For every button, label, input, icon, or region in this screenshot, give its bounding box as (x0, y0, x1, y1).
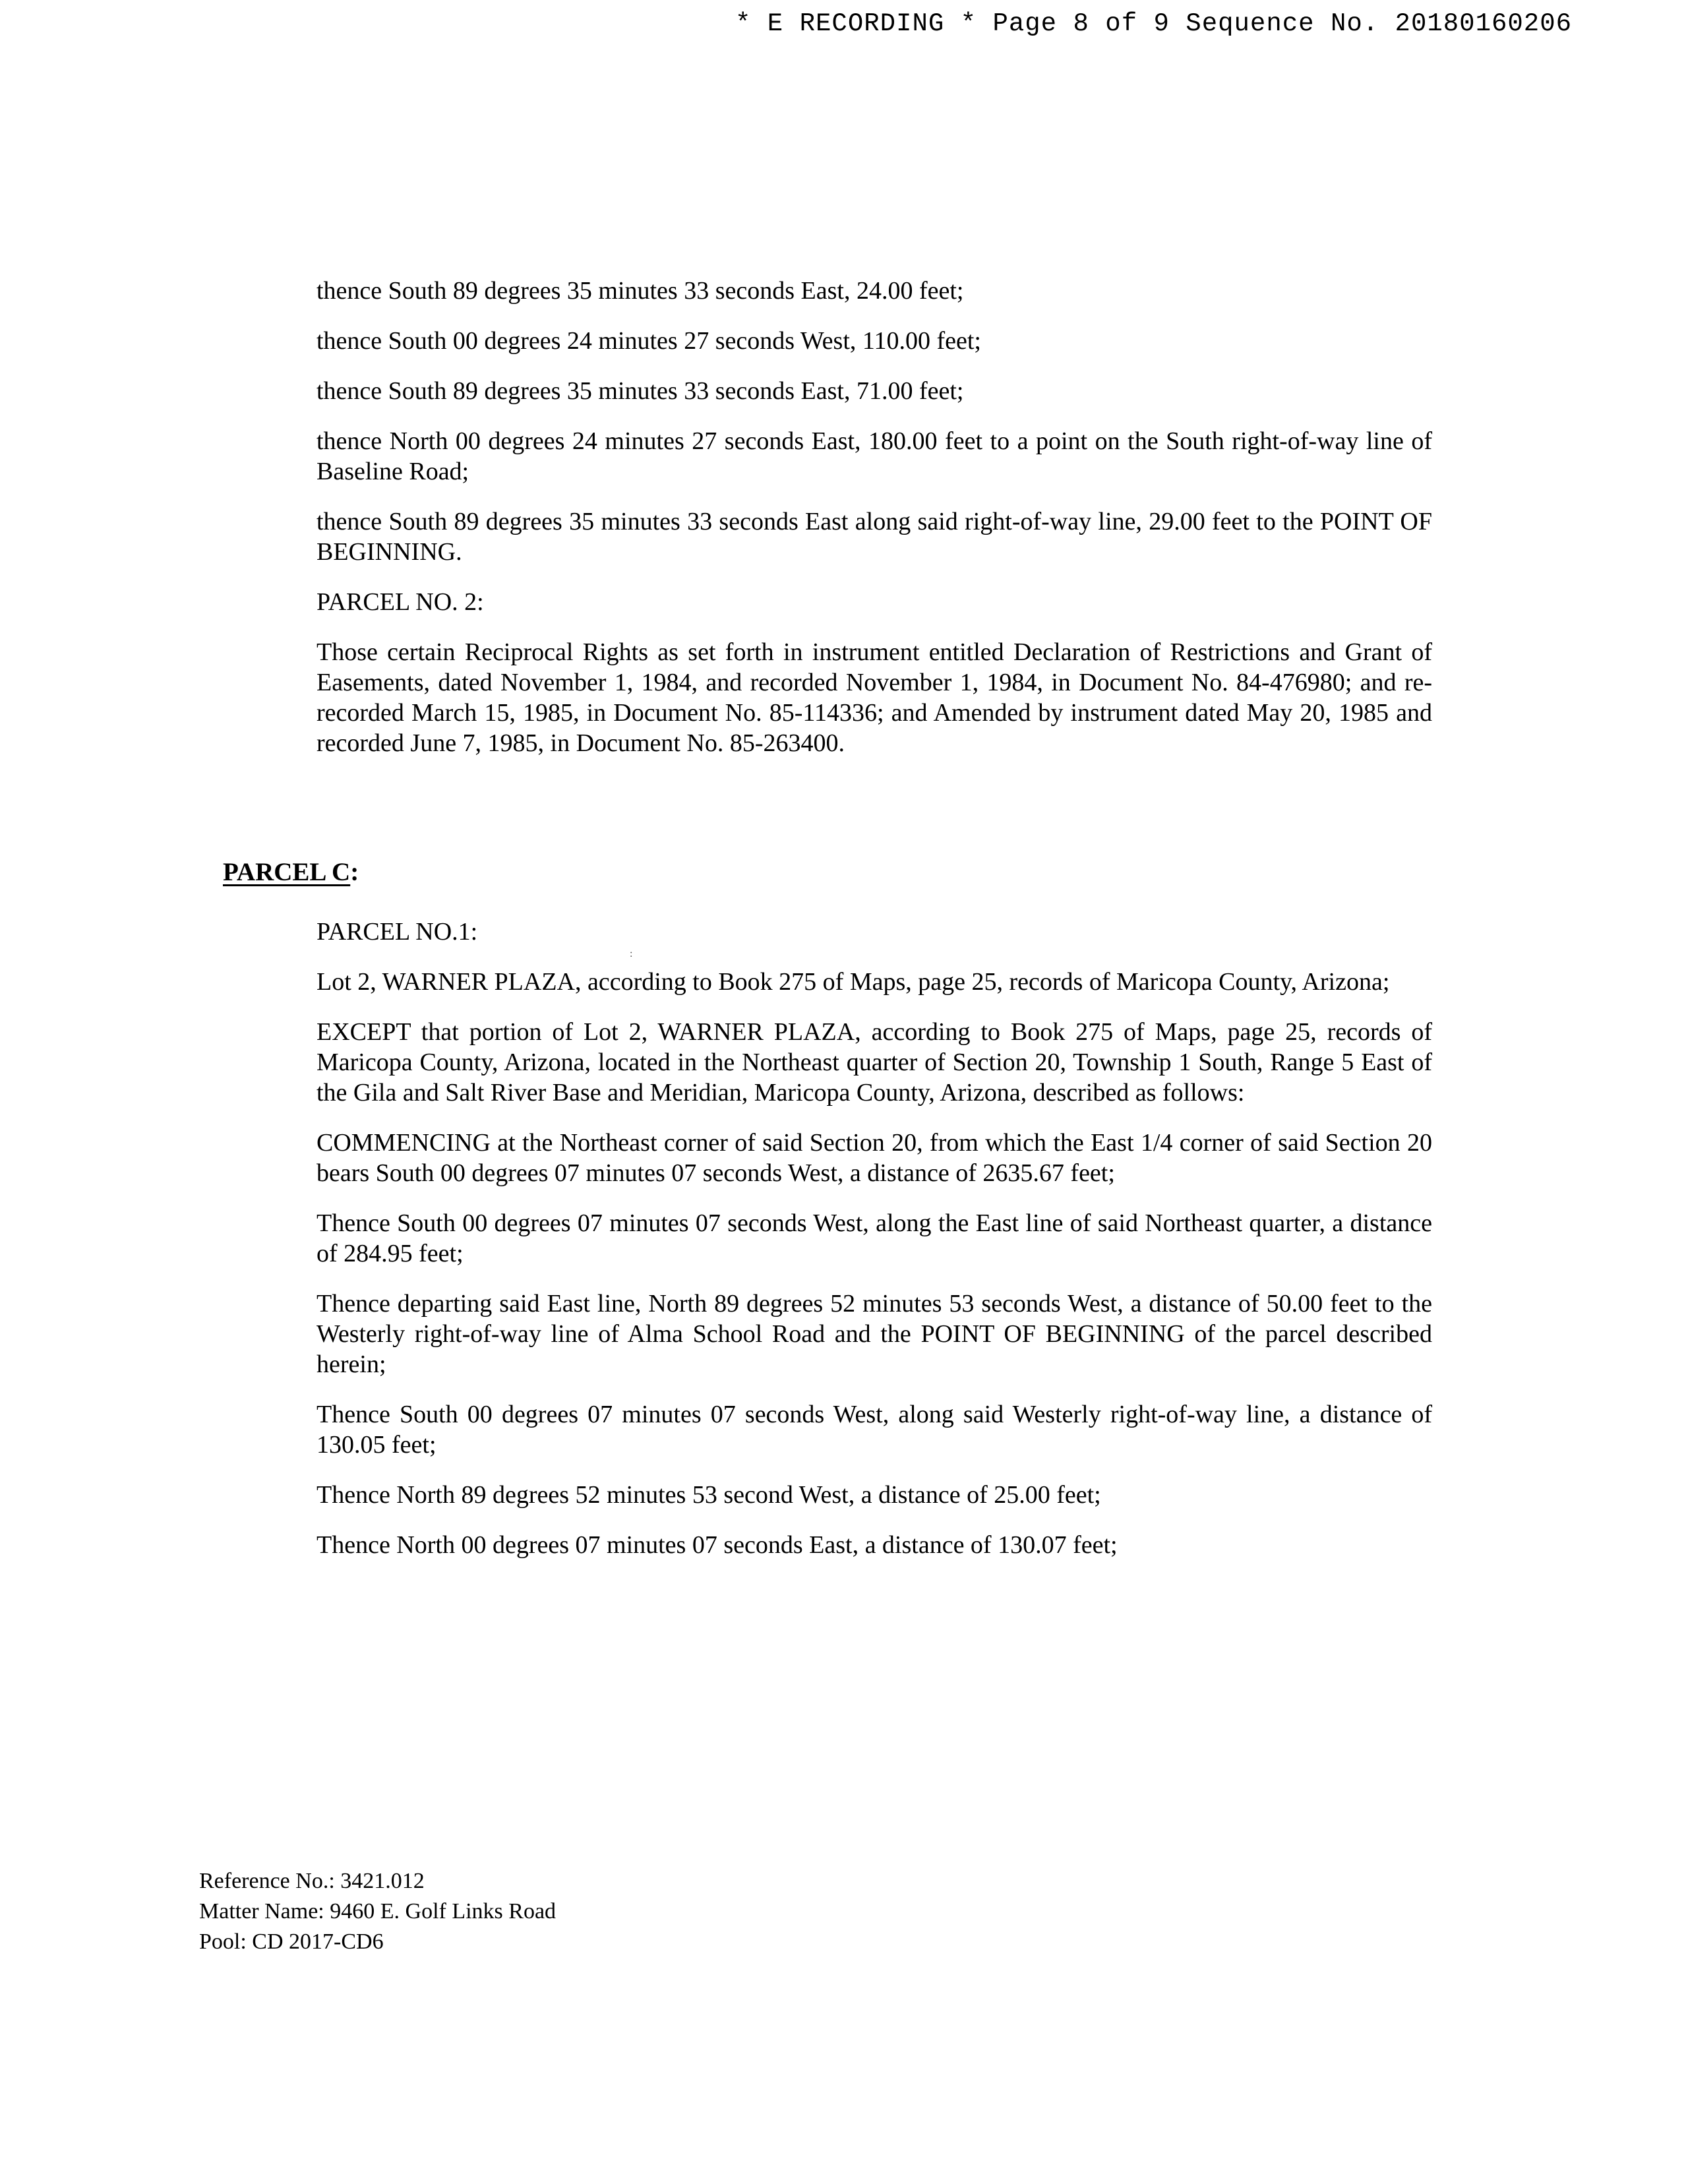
course-paragraph: Thence departing said East line, North 89 degrees 52 minutes 53 seconds West, a distance of 50.00 feet to the Westerly right-of-way line of Alma School Road and the POINT OF BEGINNING of the parcel described herein; (316, 1290, 1432, 1378)
except-paragraph: EXCEPT that portion of Lot 2, WARNER PLAZA, according to Book 275 of Maps, page 25, records of Maricopa County, Arizona, located in the Northeast quarter of Section 20, Township 1 South, Range 5 East of the Gila and Salt River Base and Meridian, Maricopa County, Arizona, described as follows: (316, 1018, 1432, 1107)
course-paragraph: thence South 89 degrees 35 minutes 33 seconds East, 71.00 feet; (316, 377, 964, 405)
lot-description-paragraph: Lot 2, WARNER PLAZA, according to Book 275 of Maps, page 25, records of Maricopa County, Arizona; (316, 968, 1390, 996)
parcel-c-heading-text: PARCEL C (223, 858, 351, 886)
recording-header: * E RECORDING * Page 8 of 9 Sequence No. 20180160206 (735, 9, 1572, 38)
parcel-no-1-heading: PARCEL NO.1: (316, 918, 478, 946)
pool-name: Pool: CD 2017-CD6 (199, 1929, 384, 1954)
parcel-c-heading (223, 857, 359, 887)
course-paragraph: thence South 00 degrees 24 minutes 27 seconds West, 110.00 feet; (316, 327, 981, 355)
legal-description-continued (316, 276, 1432, 758)
reciprocal-rights-paragraph: Those certain Reciprocal Rights as set forth in instrument entitled Declaration of Restrictions and Grant of Easements, dated November 1, 1984, and recorded November 1, 1984, in Document No. 84-476980; and re-recorded March 15, 1985, in Document No. 85-114336; and Amended by instrument dated May 20, 1985 and recorded June 7, 1985, in Document No. 85-263400. (316, 638, 1432, 757)
parcel-c-description (316, 917, 1432, 1560)
course-paragraph: thence South 89 degrees 35 minutes 33 seconds East, 24.00 feet; (316, 277, 964, 305)
course-paragraph: Thence North 89 degrees 52 minutes 53 second West, a distance of 25.00 feet; (316, 1481, 1101, 1509)
parcel-c-heading-colon: : (350, 858, 359, 886)
document-footer (199, 1866, 556, 1957)
course-paragraph: Thence South 00 degrees 07 minutes 07 seconds West, along the East line of said Northeast quarter, a distance of 284.95 feet; (316, 1209, 1432, 1267)
commencing-paragraph: COMMENCING at the Northeast corner of said Section 20, from which the East 1/4 corner of said Section 20 bears South 00 degrees 07 minutes 07 seconds West, a distance of 2635.67 feet; (316, 1129, 1432, 1187)
course-paragraph: Thence North 00 degrees 07 minutes 07 seconds East, a distance of 130.07 feet; (316, 1531, 1118, 1559)
parcel-no-2-heading: PARCEL NO. 2: (316, 588, 484, 616)
course-paragraph: thence North 00 degrees 24 minutes 27 seconds East, 180.00 feet to a point on the South right-of-way line of Baseline Road; (316, 427, 1432, 485)
stray-scan-mark: : (630, 948, 633, 959)
matter-name: Matter Name: 9460 E. Golf Links Road (199, 1899, 557, 1924)
reference-number: Reference No.: 3421.012 (199, 1869, 425, 1893)
course-paragraph: Thence South 00 degrees 07 minutes 07 seconds West, along said Westerly right-of-way line, a distance of 130.05 feet; (316, 1401, 1432, 1459)
course-paragraph: thence South 89 degrees 35 minutes 33 seconds East along said right-of-way line, 29.00 feet to the POINT OF BEGINNING. (316, 508, 1432, 566)
